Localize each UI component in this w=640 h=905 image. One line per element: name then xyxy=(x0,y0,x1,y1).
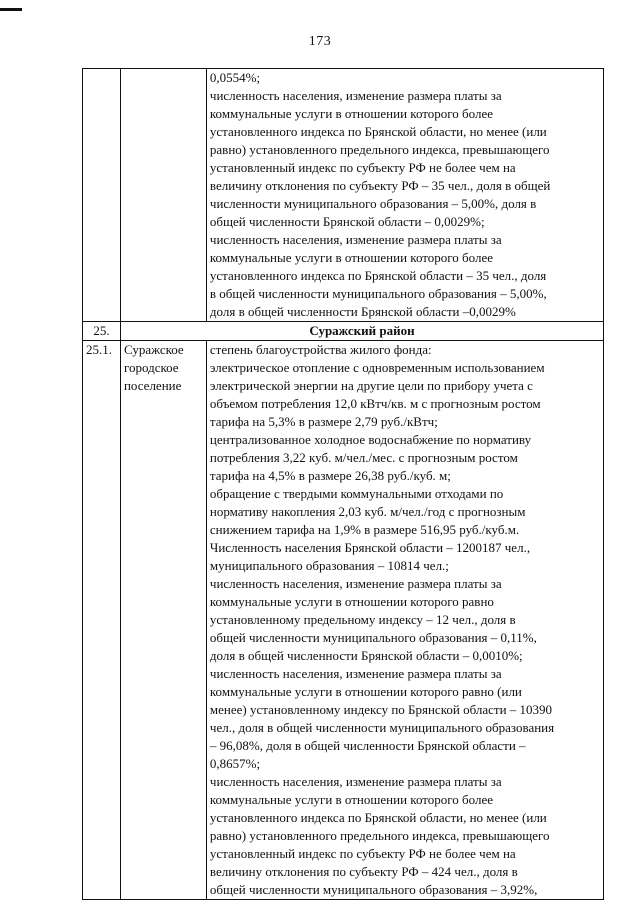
text-line: коммунальные услуги в отношении которого равно xyxy=(209,594,494,609)
text-line: коммунальные услуги в отношении которого более xyxy=(209,106,494,121)
text-line: – 96,08%, доля в общей численности Брянской области – xyxy=(209,738,526,753)
text-line: 0,8657%; xyxy=(209,756,261,771)
text-line: коммунальные услуги в отношении которого более xyxy=(209,250,494,265)
subsection-number: 25.1. xyxy=(83,341,121,900)
text-line: численность населения, изменение размера платы за xyxy=(209,232,502,247)
row-number-cell xyxy=(83,69,121,322)
text-line: централизованное холодное водоснабжение по нормативу xyxy=(209,432,532,447)
text-line: величину отклонения по субъекту РФ – 424 чел., доля в xyxy=(209,864,518,879)
text-line: численность населения, изменение размера платы за xyxy=(209,88,502,103)
text-line: установленного индекса по Брянской области – 35 чел., доля xyxy=(209,268,547,283)
text-line: численности муниципального образования – 5,00%, доля в xyxy=(209,196,537,211)
text-line: тарифа на 5,3% в размере 2,79 руб./кВтч; xyxy=(209,414,438,429)
text-line: электрической энергии на другие цели по прибору учета с xyxy=(209,378,533,393)
text-line: коммунальные услуги в отношении которого более xyxy=(209,792,494,807)
settlement-name-line: поселение xyxy=(123,378,182,393)
subsection-row xyxy=(83,341,604,900)
settlement-name xyxy=(120,341,206,900)
text-line: муниципального образования – 10814 чел.; xyxy=(209,558,449,573)
text-line: обращение с твердыми коммунальными отходами по xyxy=(209,486,504,501)
continuation-text xyxy=(206,69,603,322)
data-table xyxy=(82,68,604,900)
row-name-cell xyxy=(120,69,206,322)
corner-scan-mark xyxy=(0,8,22,11)
text-line: объемом потребления 12,0 кВтч/кв. м с прогнозным ростом xyxy=(209,396,541,411)
text-line: коммунальные услуги в отношении которого равно (или xyxy=(209,684,522,699)
text-line: доля в общей численности Брянской области – 0,0010%; xyxy=(209,648,523,663)
settlement-name-line: городское xyxy=(123,360,179,375)
text-line: установленному предельному индексу – 12 чел., доля в xyxy=(209,612,516,627)
text-line: установленный индекс по субъекту РФ не более чем на xyxy=(209,846,516,861)
text-line: Численность населения Брянской области – 1200187 чел., xyxy=(209,540,531,555)
text-line: величину отклонения по субъекту РФ – 35 чел., доля в общей xyxy=(209,178,551,193)
text-line: установленного индекса по Брянской области, но менее (или xyxy=(209,810,547,825)
continuation-row xyxy=(83,69,604,322)
text-line: снижением тарифа на 1,9% в размере 516,95 руб./куб.м. xyxy=(209,522,520,537)
text-line: менее) установленному индексу по Брянской области – 10390 xyxy=(209,702,553,717)
text-line: равно) установленного предельного индекса, превышающего xyxy=(209,828,550,843)
text-line: установленного индекса по Брянской области, но менее (или xyxy=(209,124,547,139)
text-line: электрическое отопление с одновременным использованием xyxy=(209,360,545,375)
text-line: степень благоустройства жилого фонда: xyxy=(209,342,432,357)
text-line: численность населения, изменение размера платы за xyxy=(209,576,502,591)
section-row xyxy=(83,322,604,341)
page-number: 173 xyxy=(308,34,332,49)
text-line: общей численности Брянской области – 0,0029%; xyxy=(209,214,485,229)
text-line: нормативу накопления 2,03 куб. м/чел./год с прогнозным xyxy=(209,504,526,519)
text-line: равно) установленного предельного индекса, превышающего xyxy=(209,142,550,157)
subsection-text xyxy=(206,341,603,900)
text-line: численность населения, изменение размера платы за xyxy=(209,666,502,681)
section-number: 25. xyxy=(83,322,121,341)
settlement-name-line: Суражское xyxy=(123,342,184,357)
text-line: 0,0554%; xyxy=(209,70,261,85)
text-line: численность населения, изменение размера платы за xyxy=(209,774,502,789)
text-line: общей численности муниципального образования – 0,11%, xyxy=(209,630,537,645)
section-title: Суражский район xyxy=(120,322,603,341)
text-line: доля в общей численности Брянской области –0,0029% xyxy=(209,304,516,319)
text-line: чел., доля в общей численности муниципального образования xyxy=(209,720,555,735)
text-line: в общей численности муниципального образования – 5,00%, xyxy=(209,286,547,301)
text-line: общей численности муниципального образования – 3,92%, xyxy=(209,882,538,897)
text-line: потребления 3,22 куб. м/чел./мес. с прогнозным ростом xyxy=(209,450,518,465)
text-line: тарифа на 4,5% в размере 26,38 руб./куб. м; xyxy=(209,468,451,483)
text-line: установленный индекс по субъекту РФ не более чем на xyxy=(209,160,516,175)
